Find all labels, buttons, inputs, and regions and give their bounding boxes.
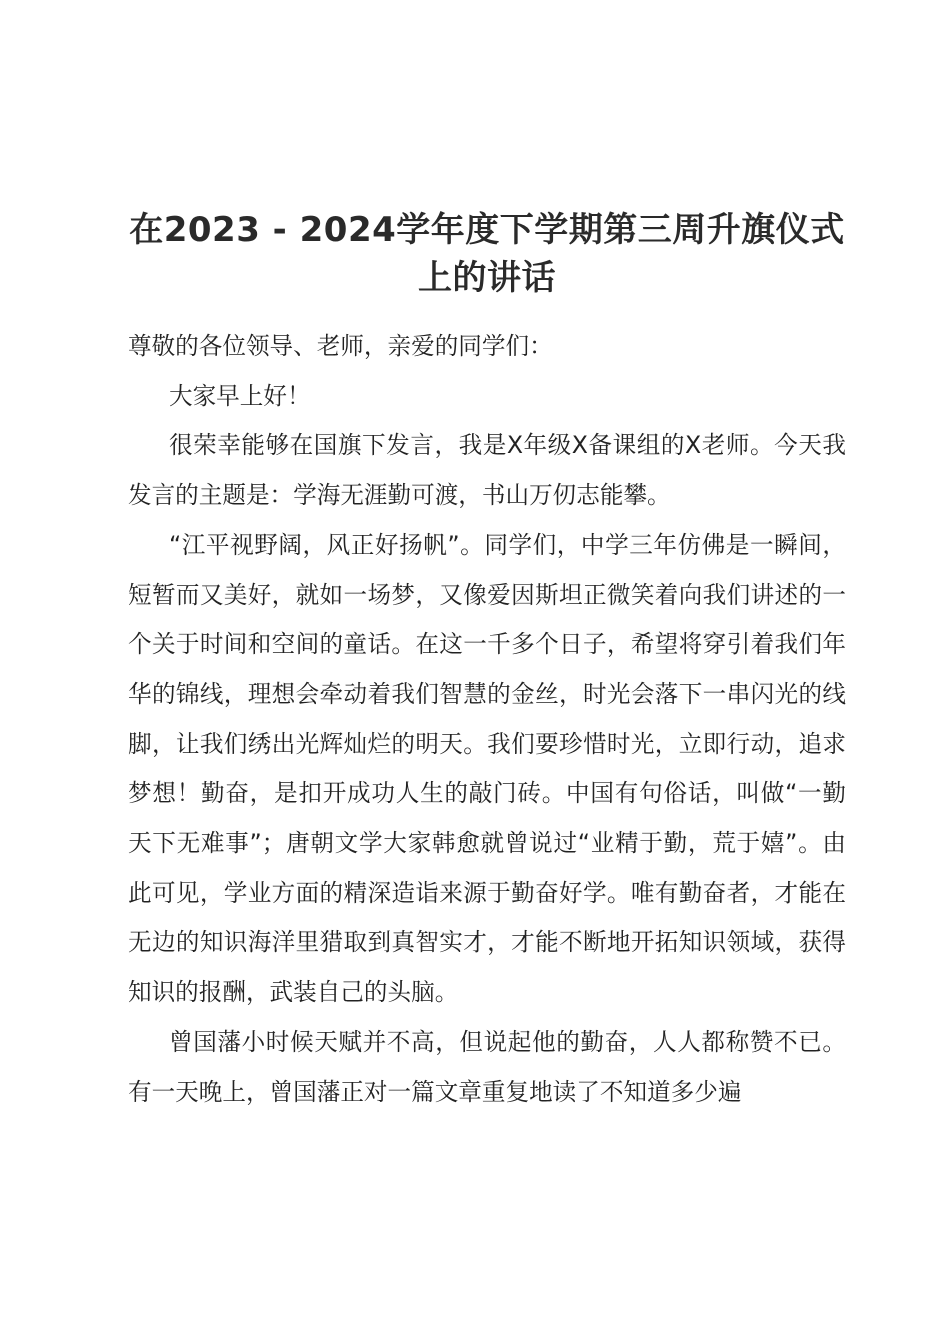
document-page [128,206,846,1117]
document-body [128,322,846,1117]
salutation: 尊敬的各位领导、老师，亲爱的同学们： [128,332,553,360]
paragraph-introduction: 很荣幸能够在国旗下发言，我是X年级X备课组的X老师。今天我发言的主题是：学海无涯勤可渡，书山万仞志能攀。 [128,431,846,510]
document-title: 在2023 - 2024学年度下学期第三周升旗仪式上的讲话 [129,210,845,298]
paragraph-diligence: “江平视野阔，风正好扬帆”。同学们，中学三年仿佛是一瞬间，短暂而又美好，就如一场梦，又像爱因斯坦正微笑着向我们讲述的一个关于时间和空间的童话。在这一千多个日子，希望将穿引着我们年华的锦线，理想会牵动着我们智慧的金丝，时光会落下一串闪光的线脚，让我们绣出光辉灿烂的明天。我们要珍惜时光，立即行动，追求梦想！勤奋，是扣开成功人生的敲门砖。中国有句俗话，叫做“一勤天下无难事”；唐朝文学大家韩愈就曾说过“业精于勤，荒于嬉”。由此可见，学业方面的精深造诣来源于勤奋好学。唯有勤奋者，才能在无边的知识海洋里猎取到真智实才，才能不断地开拓知识领域，获得知识的报酬，武装自己的头脑。 [128,530,846,1007]
paragraph-greeting: 大家早上好！ [169,381,311,410]
paragraph-zeng-guofan: 曾国藩小时候天赋并不高，但说起他的勤奋，人人都称赞不已。有一天晚上，曾国藩正对一篇文章重复地读了不知道多少遍 [128,1027,846,1106]
